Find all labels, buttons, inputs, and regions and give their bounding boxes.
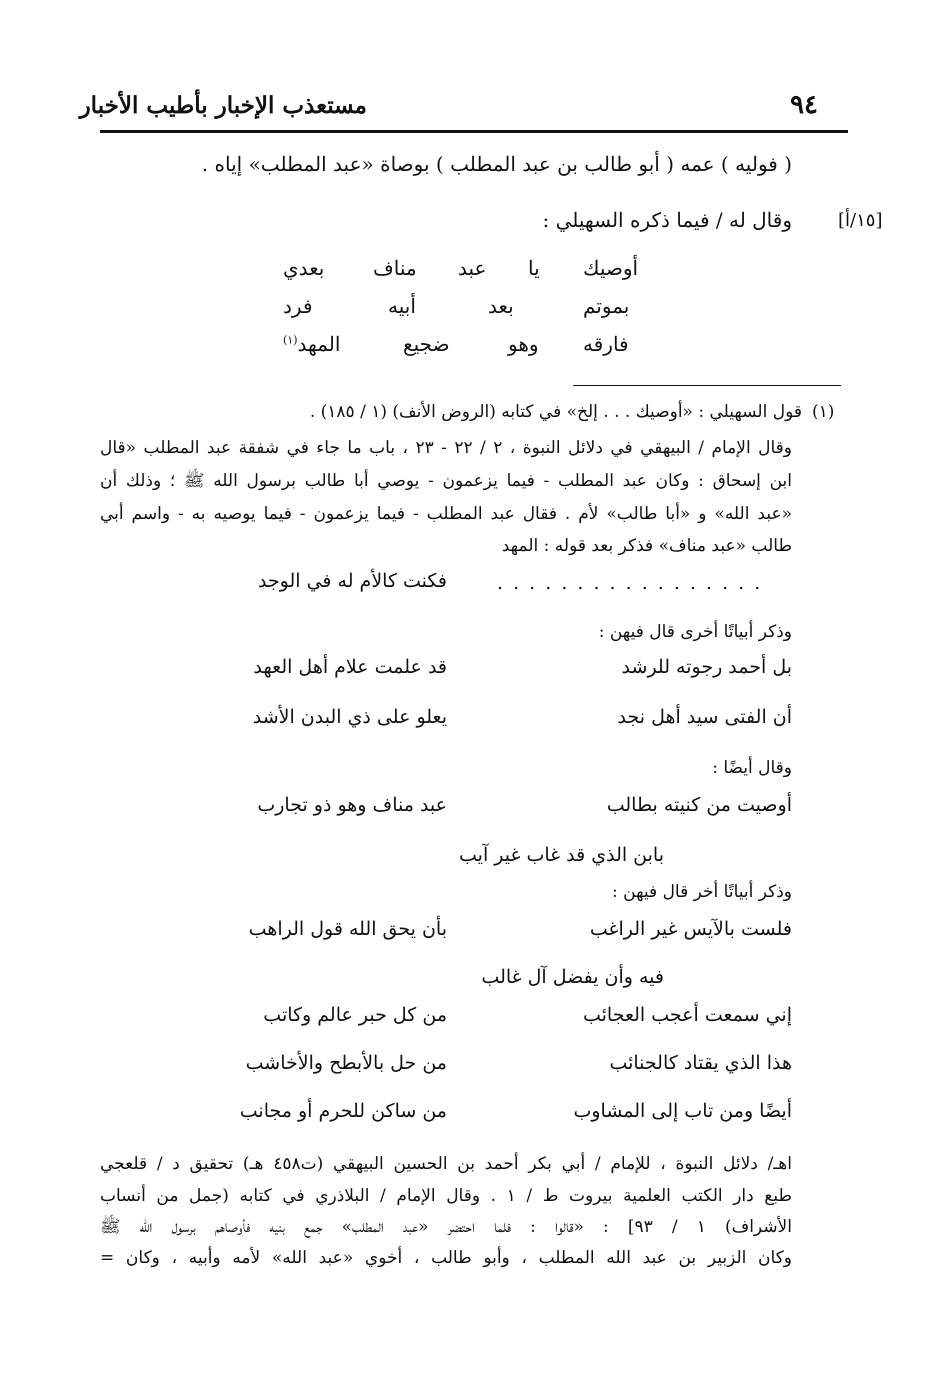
verse-hemistich: يعلو على ذي البدن الأشد — [252, 706, 447, 728]
footnote-line: «عبد الله» و «أبا طالب» لأم . فقال عبد المطلب - فيما يزعمون - فيما يوصيه به - واسم أبي — [100, 504, 792, 524]
footnote-line: قول السهيلي : «أوصيك . . . إلخ» في كتابه (الروض الأنف) (١ / ١٨٥) . — [309, 402, 802, 422]
footnote-line: طالب «عبد مناف» فذكر بعد قوله : المهد — [501, 536, 792, 556]
header-rule — [100, 130, 848, 133]
footnote-reference[interactable]: (١) — [283, 333, 298, 347]
verse-hemistich: قد علمت علام أهل العهد — [253, 656, 447, 678]
verse-hemistich: أن الفتى سيد أهل نجد — [617, 706, 792, 728]
verse-hemistich: أيضًا ومن تاب إلى المشاوب — [573, 1100, 792, 1122]
poem-word: عبد — [458, 256, 487, 280]
poem-word: بموتم — [583, 294, 630, 318]
verse-hemistich: من حل بالأبطح والأخاشب — [245, 1052, 447, 1074]
verse-hemistich: بأن يحق الله قول الراهب — [248, 918, 447, 940]
main-paragraph-1: ( فوليه ) عمه ( أبو طالب بن عبد المطلب ) بوصاة «عبد المطلب» إياه . — [201, 152, 792, 176]
poem-word: وهو — [508, 332, 539, 356]
verse-hemistich: من كل حبر عالم وكاتب — [263, 1004, 447, 1026]
poem-word: فارقه — [583, 332, 629, 356]
verse-hemistich: بابن الذي قد غاب غير آيب — [459, 844, 664, 866]
verse-hemistich: بل أحمد رجوته للرشد — [621, 656, 792, 678]
verse-hemistich: هذا الذي يقتاد كالجنائب — [609, 1052, 792, 1074]
verse-hemistich: عبد مناف وهو ذو تجارب — [257, 794, 447, 816]
footnote-number: (١) — [812, 402, 835, 422]
footnote-line: اهـ/ دلائل النبوة ، للإمام / أبي بكر أحمد بن الحسين البيهقي (ت٤٥٨ هـ) تحقيق د / قلعجي — [100, 1154, 792, 1174]
verse-hemistich: فيه وأن يفضل آل غالب — [481, 966, 664, 988]
poem-word: المهد$^{(١)}$ — [283, 332, 341, 356]
footnote-line: وكان الزبير بن عبد الله المطلب ، وأبو طالب ، أخوي «عبد الله» لأمه وأبيه ، وكان = — [100, 1248, 792, 1268]
verse-ellipsis: . . . . . . . . . . . . . . . . . — [497, 572, 763, 594]
running-title: مستعذب الإخبار بأطيب الأخبار — [79, 92, 367, 119]
poem-line-3 — [283, 332, 665, 366]
verse-intro: وقال أيضًا : — [712, 758, 792, 778]
verse-hemistich: فلست بالآيس غير الراغب — [589, 918, 792, 940]
page-number: ٩٤ — [790, 90, 818, 120]
verse-intro: وذكر أبياتًا أخر قال فيهن : — [612, 882, 792, 902]
verse-hemistich: إني سمعت أعجب العجائب — [582, 1004, 792, 1026]
poem-word: يا — [528, 256, 540, 280]
verse-hemistich: أوصيت من كنيته بطالب — [606, 794, 792, 816]
poem-word: فرد — [283, 294, 313, 318]
footnote-line: الأشراف) ١ / ٩٣] : «قالوا : فلما احتضر «عبد المطلب» جمع بنيه فأوصاهم برسول الله ﷺ — [100, 1217, 792, 1237]
footnote-separator — [573, 385, 841, 386]
footnote-line: ابن إسحاق : وكان عبد المطلب - فيما يزعمون - يوصي أبا طالب برسول الله ﷺ ؛ وذلك أن — [100, 471, 792, 491]
poem-word: بعدي — [283, 256, 325, 280]
poem-word: مناف — [373, 256, 417, 280]
poem-line-2 — [283, 294, 665, 328]
verse-hemistich: فكنت كالأم له في الوجد — [257, 570, 447, 592]
poem-word: أوصيك — [583, 256, 639, 280]
poem-line-1 — [283, 256, 665, 290]
poem-word: بعد — [488, 294, 514, 318]
verse-hemistich: من ساكن للحرم أو مجانب — [239, 1100, 447, 1122]
footnote-line: وقال الإمام / البيهقي في دلائل النبوة ، ٢ / ٢٢ - ٢٣ ، باب ما جاء في شفقة عبد المطلب «قال — [100, 438, 792, 458]
verse-intro: وذكر أبياتًا أخرى قال فيهن : — [598, 622, 792, 642]
footnote-line: طبع دار الكتب العلمية بيروت ط / ١ . وقال الإمام / البلاذري في كتابه (جمل من أنساب — [100, 1186, 792, 1206]
main-paragraph-2: وقال له / فيما ذكره السهيلي : — [542, 208, 792, 232]
manuscript-folio-marker: [١٥/أ] — [838, 210, 883, 231]
poem-word: ضجيع — [403, 332, 450, 356]
poem-word: أبيه — [388, 294, 416, 318]
